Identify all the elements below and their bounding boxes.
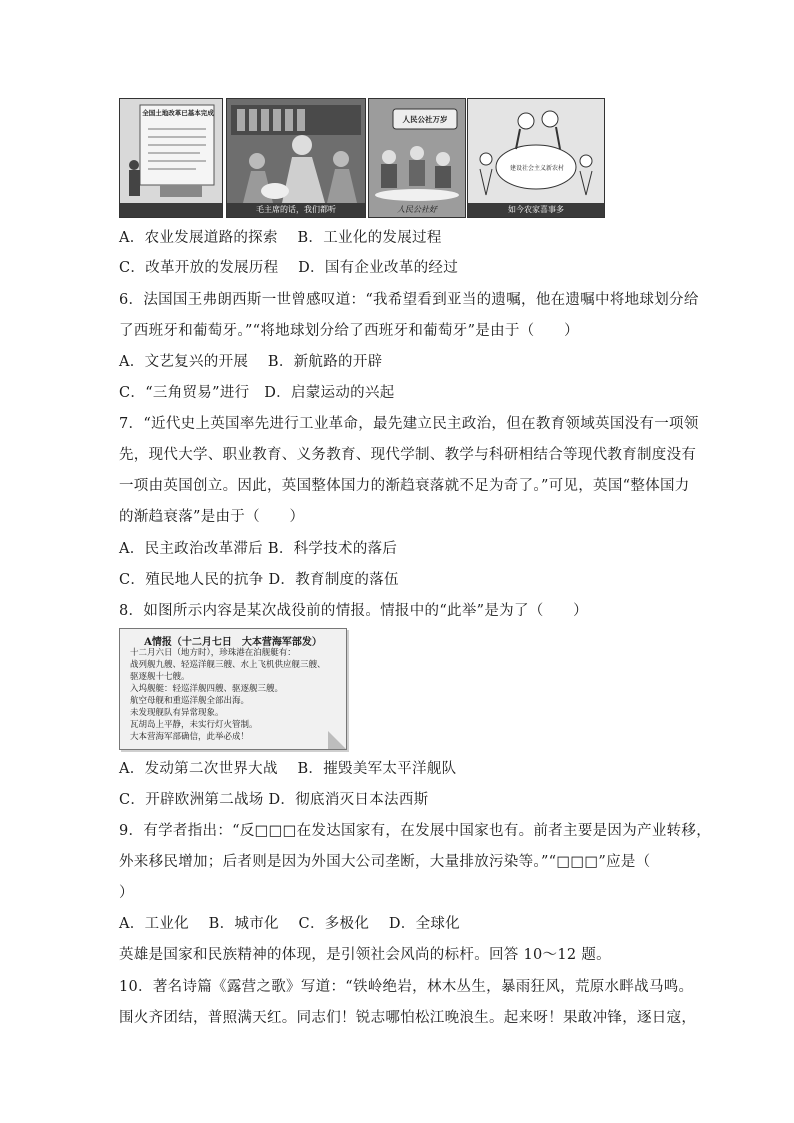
q6-options-ab: A．文艺复兴的开展 B．新航路的开辟 — [119, 354, 383, 370]
q6-stem-line1: 6．法国国王弗朗西斯一世曾感叹道：“我希望看到亚当的遗嘱，他在遗嘱中将地球划分给 — [119, 292, 699, 308]
section-intro-10-12: 英雄是国家和民族精神的体现，是引领社会风尚的标杆。回答 10～12 题。 — [119, 947, 611, 963]
intelligence-line: 战列舰九艘、轻巡洋舰三艘、水上飞机供应舰三艘、 — [130, 660, 326, 670]
q8-stem: 8．如图所示内容是某次战役前的情报。情报中的“此举”是为了（ ） — [119, 603, 588, 619]
q6-stem-line2: 了西班牙和葡萄牙。”“将地球划分给了西班牙和葡萄牙”是由于（ ） — [119, 323, 579, 339]
intelligence-card-title: A情报（十二月七日 大本营海军部发） — [144, 637, 322, 648]
q10-stem-line1: 10．著名诗篇《露营之歌》写道：“铁岭绝岩，林木丛生，暴雨狂风，荒原水畔战马鸣。 — [119, 979, 694, 995]
intelligence-line: 大本营海军部确信，此举必成！ — [130, 732, 250, 742]
q7-stem-line3: 一项由英国创立。因此，英国整体国力的渐趋衰落就不足为奇了。”可见，英国“整体国力 — [119, 478, 690, 494]
q6-options-cd: C．“三角贸易”进行 D．启蒙运动的兴起 — [119, 385, 395, 401]
picture-caption-4: 如今农家喜事多 — [468, 203, 604, 217]
farmer-cartoon-illustration — [468, 99, 604, 217]
picture-chairman-mao — [226, 98, 366, 218]
farmer-banner: 建设社会主义新农村 — [509, 165, 564, 172]
picture-land-reform — [119, 98, 223, 218]
page-curl-corner — [328, 731, 346, 749]
intelligence-line: 瓦胡岛上平静，未实行灯火管制。 — [130, 720, 258, 730]
commune-banner: 人民公社万岁 — [402, 115, 448, 124]
picture-peoples-commune — [368, 98, 466, 218]
q7-options-ab: A．民主政治改革滞后 B．科学技术的落后 — [119, 541, 398, 557]
picture-caption-1 — [120, 203, 222, 217]
q10-stem-line2: 围火齐团结，普照满天红。同志们！锐志哪怕松江晚浪生。起来呀！果敢冲锋，逐日寇， — [119, 1010, 697, 1026]
intelligence-line: 未发现舰队有异常现象。 — [130, 708, 224, 718]
picture-caption-2: 毛主席的话，我们都听 — [227, 203, 365, 217]
intelligence-line: 驱逐舰十七艘。 — [130, 672, 190, 682]
q9-stem-line2: 外来移民增加；后者则是因为外国大公司垄断，大量排放污染等。”“□□□”应是（ — [119, 854, 651, 870]
q7-stem-line1: 7．“近代史上英国率先进行工业革命，最先建立民主政治，但在教育领域英国没有一项领 — [119, 416, 699, 432]
q9-stem-line1: 9．有学者指出：“反□□□在发达国家有，在发展中国家也有。前者主要是因为产业转移， — [119, 823, 712, 839]
q5-options-cd: C．改革开放的发展历程 D．国有企业改革的经过 — [119, 260, 459, 276]
q7-stem-line2: 先，现代大学、职业教育、义务教育、现代学制、教学与科研相结合等现代教育制度没有 — [119, 447, 697, 463]
q5-options-ab: A．农业发展道路的探索 B．工业化的发展过程 — [119, 230, 442, 246]
q9-stem-line3: ） — [119, 885, 134, 901]
land-reform-heading: 全国土地改革已基本完成 — [142, 109, 214, 117]
intelligence-line: 航空母舰和重巡洋舰全部出海。 — [130, 696, 250, 706]
picture-caption-3: 人民公社好 — [397, 205, 437, 214]
intelligence-card — [119, 628, 347, 750]
intelligence-line: 入坞舰艇：轻巡洋舰四艘、驱逐舰三艘。 — [130, 684, 284, 694]
q7-options-cd: C．殖民地人民的抗争 D．教育制度的落伍 — [119, 572, 399, 588]
mao-crowd-illustration — [227, 99, 365, 217]
q8-options-ab: A．发动第二次世界大战 B．摧毁美军太平洋舰队 — [119, 761, 457, 777]
picture-farmer-happiness — [467, 98, 605, 218]
q7-stem-line4: 的渐趋衰落”是由于（ ） — [119, 509, 305, 525]
intelligence-line: 十二月六日（地方时），珍珠港在泊舰艇有： — [130, 648, 296, 658]
q9-options: A．工业化 B．城市化 C．多极化 D．全球化 — [119, 916, 460, 932]
q8-options-cd: C．开辟欧洲第二战场 D．彻底消灭日本法西斯 — [119, 792, 429, 808]
